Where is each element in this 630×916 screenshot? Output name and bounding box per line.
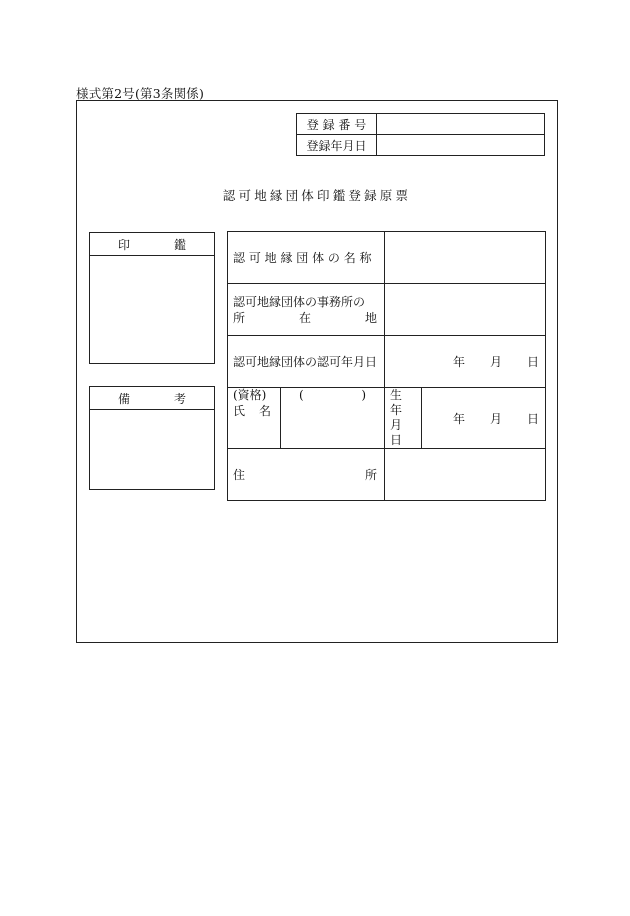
person-name-label — [228, 388, 281, 449]
qualification-label: (資格) — [233, 388, 267, 402]
address-label: 住 所 — [228, 449, 385, 501]
office-address-field[interactable] — [385, 284, 546, 336]
year-unit: 年 — [452, 355, 465, 369]
month-unit: 月 — [489, 355, 502, 369]
birth-date-field[interactable] — [422, 388, 546, 449]
remarks-label-char: 考 — [173, 391, 186, 406]
registration-number-label: 登 録 番 号 — [297, 114, 377, 135]
day-unit: 日 — [526, 355, 539, 369]
year-unit: 年 — [452, 411, 465, 426]
form-number-heading: 様式第2号(第3条関係) — [76, 86, 205, 101]
form-title: 認可地縁団体印鑑登録原票 — [222, 188, 412, 203]
address-field[interactable] — [385, 449, 546, 501]
seal-box[interactable] — [89, 232, 215, 364]
seal-label-char: 鑑 — [173, 237, 186, 252]
office-address-label — [228, 284, 385, 336]
seal-label-char: 印 — [118, 237, 131, 252]
seal-box-header — [90, 233, 214, 256]
approval-date-field[interactable] — [385, 336, 546, 388]
qualification-parens: ( ) — [299, 388, 366, 402]
office-label-line1: 認可地縁団体の事務所の — [233, 294, 366, 309]
office-label-line2: 所 在 地 — [233, 310, 377, 325]
day-unit: 日 — [526, 411, 539, 426]
remarks-label-char: 備 — [118, 391, 131, 406]
group-name-label: 認 可 地 縁 団 体 の 名 称 — [228, 232, 385, 284]
month-unit: 月 — [489, 411, 502, 426]
remarks-box-header — [90, 387, 214, 410]
group-name-field[interactable] — [385, 232, 546, 284]
registration-date-label: 登録年月日 — [297, 135, 377, 156]
registration-date-field[interactable] — [377, 135, 545, 156]
birth-date-label: 生 年 月 日 — [385, 388, 422, 449]
approval-date-label: 認可地縁団体の認可年月日 — [228, 336, 385, 388]
remarks-box[interactable] — [89, 386, 215, 490]
registration-number-field[interactable] — [377, 114, 545, 135]
registration-table — [296, 113, 545, 156]
person-name-field[interactable] — [281, 388, 385, 449]
person-name-chars: 氏 名 — [233, 404, 271, 418]
main-info-table — [227, 231, 546, 501]
